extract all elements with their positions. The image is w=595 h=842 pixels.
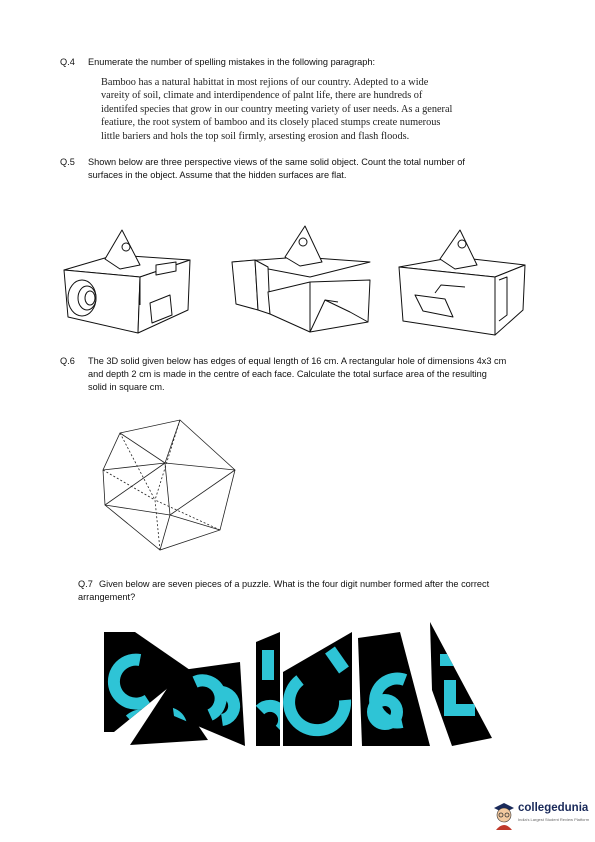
question-7	[78, 578, 578, 606]
question-number: Q.5	[60, 157, 75, 167]
question-text: solid in square cm.	[88, 382, 165, 392]
paragraph-line: little bariers and hols the top soil firmly, arsesting erosion and flash floods.	[101, 130, 410, 142]
puzzle-piece	[256, 632, 280, 746]
question-text: surfaces in the object. Assume that the hidden surfaces are flat.	[88, 170, 347, 180]
puzzle-piece	[430, 622, 492, 746]
paragraph-line: identifed species that grow in our country meeting variety of user needs. As a general	[101, 103, 453, 115]
brand-name: collegedunia	[518, 802, 589, 814]
spelling-paragraph	[101, 76, 521, 143]
paragraph-line: Bamboo has a natural habittat in most rejions of our country. Adepted to a wide	[101, 77, 429, 88]
puzzle-pieces	[100, 620, 500, 750]
question-text: Shown below are three perspective views of the same solid object. Count the total number of	[88, 157, 465, 167]
question-6	[60, 355, 580, 397]
question-number: Q.7	[78, 579, 93, 589]
question-5	[60, 156, 560, 184]
puzzle-piece	[358, 632, 430, 746]
solid-view-2	[230, 222, 380, 340]
brand-tagline: India's Largest Student Review Platform	[518, 817, 590, 822]
question-text: arrangement?	[78, 592, 136, 602]
icosahedron-figure	[95, 415, 245, 555]
question-text: The 3D solid given below has edges of equal length of 16 cm. A rectangular hole of dimensions 4x3 cm	[88, 356, 507, 366]
paragraph-line: vareity of soil, climate and interdipendence of palnt life, there are hundreds of	[101, 90, 423, 102]
question-text: and depth 2 cm is made in the centre of each face. Calculate the total surface area of the resulting	[88, 369, 487, 379]
solid-view-3	[395, 225, 535, 340]
question-number: Q.4	[60, 57, 75, 67]
paragraph-line: featiure, the root system of bamboo and its closely placed stumps create numerous	[101, 117, 441, 129]
student-avatar-icon	[492, 800, 516, 830]
collegedunia-logo	[492, 800, 588, 832]
question-text: Given below are seven pieces of a puzzle. What is the four digit number formed after the correct	[99, 579, 490, 589]
question-4	[60, 56, 560, 70]
question-number: Q.6	[60, 356, 75, 366]
question-text: Enumerate the number of spelling mistakes in the following paragraph:	[88, 57, 376, 67]
solid-view-1	[60, 225, 210, 340]
